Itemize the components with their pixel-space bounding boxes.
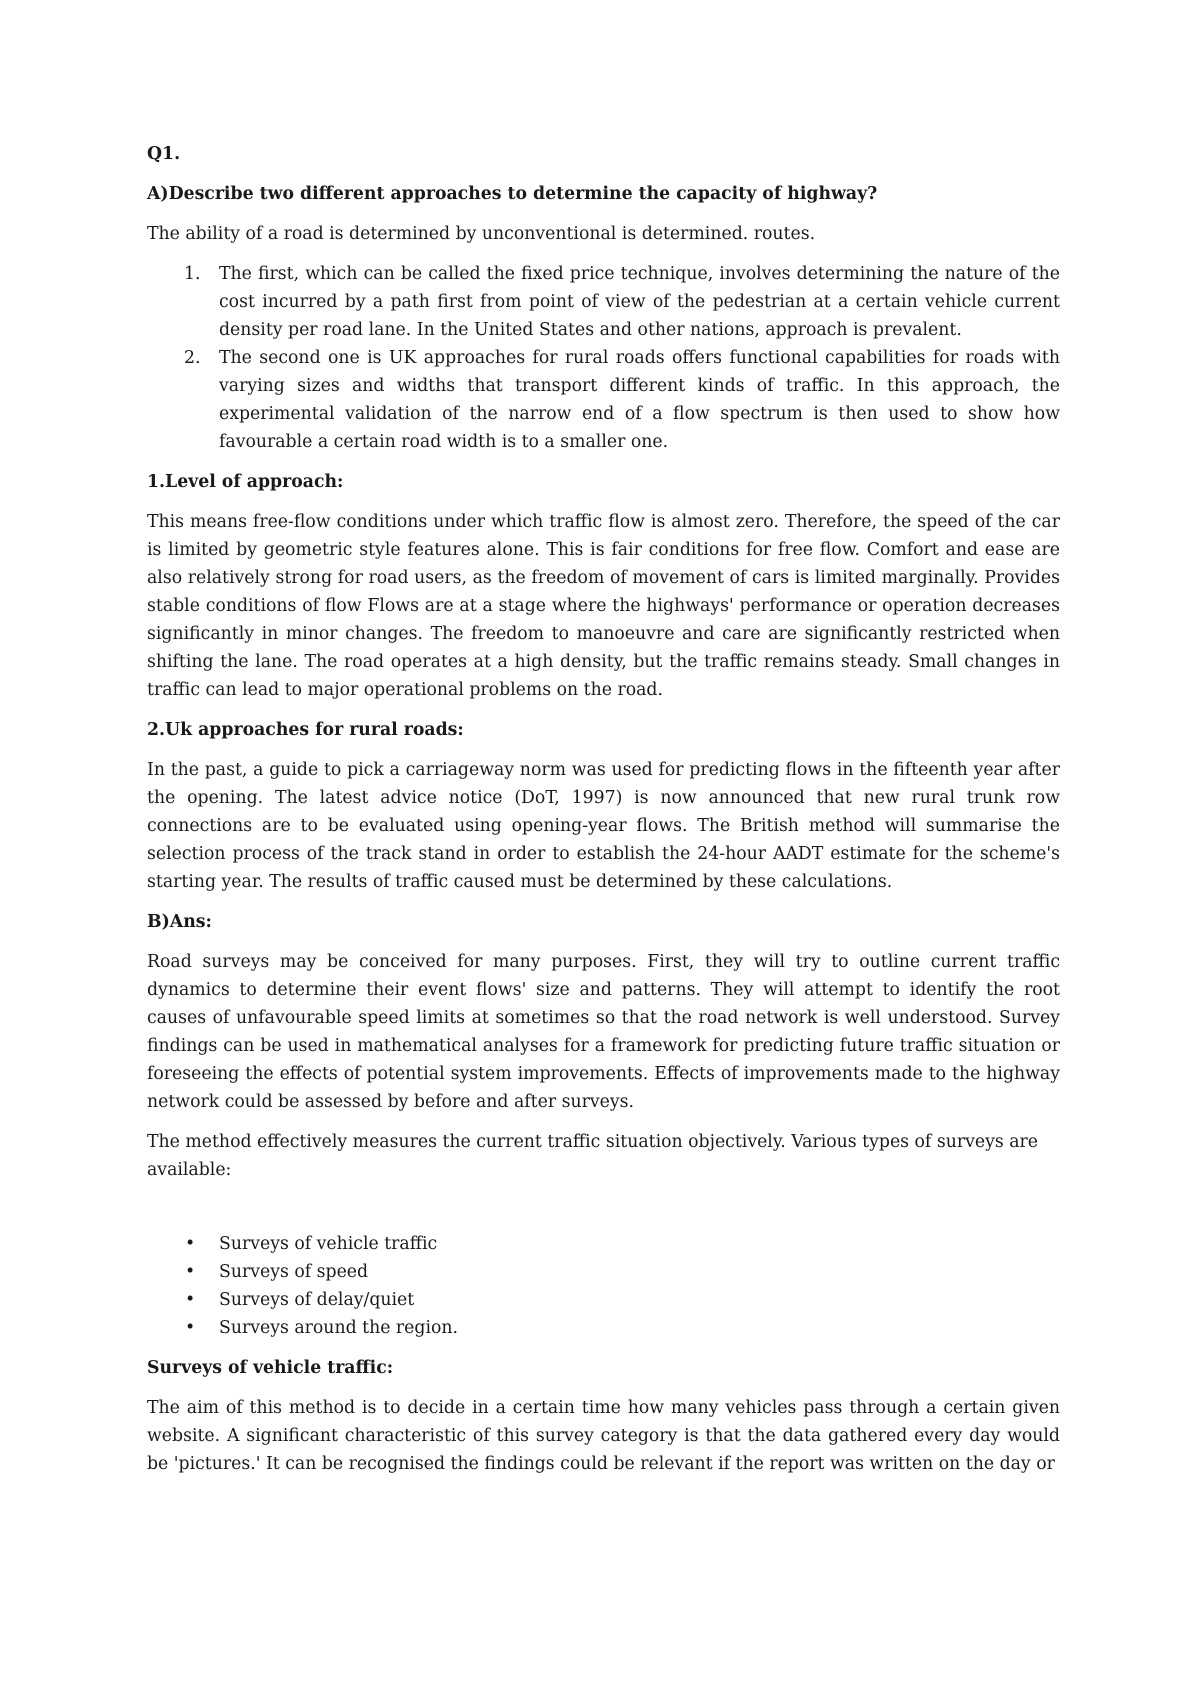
bullet-icon: • <box>185 1318 196 1338</box>
list-item <box>147 1314 1060 1342</box>
list-number: 2. <box>184 348 201 368</box>
road-surveys-paragraph: Road surveys may be conceived for many purposes. First, they will try to outline current traffic dynamics to determine their event flows' size and patterns. They will attempt to identify the root causes of unfavourable speed limits at sometimes so that the road network is well understood. Survey findings can be used in mathematical analyses for a framework for predicting future traffic situation or foreseeing the effects of potential system improvements. Effects of improvements made to the highway network could be assessed by before and after surveys. <box>147 952 1060 1112</box>
answer-b-heading: B)Ans: <box>147 912 212 932</box>
bullet-icon: • <box>185 1234 196 1254</box>
list-item-text: The second one is UK approaches for rural roads offers functional capabilities for roads with varying sizes and widths that transport different kinds of traffic. In this approach, the experimental validation of the narrow end of a flow spectrum is then used to show how favourable a certain road width is to a smaller one. <box>219 348 1060 452</box>
list-item-text: Surveys of vehicle traffic <box>219 1234 438 1254</box>
list-number: 1. <box>184 264 201 284</box>
survey-types-list <box>147 1230 1060 1342</box>
section-heading-vehicle-traffic: Surveys of vehicle traffic: <box>147 1358 394 1378</box>
bullet-icon: • <box>185 1290 196 1310</box>
uk-approaches-paragraph: In the past, a guide to pick a carriageway norm was used for predicting flows in the fifteenth year after the opening. The latest advice notice (DoT, 1997) is now announced that new rural trunk row connections are to be evaluated using opening-year flows. The British method will summarise the selection process of the track stand in order to establish the 24-hour AADT estimate for the scheme's starting year. The results of traffic caused must be determined by these calculations. <box>147 760 1060 892</box>
list-item <box>147 1286 1060 1314</box>
section-heading-level-of-approach: 1.Level of approach: <box>147 472 344 492</box>
level-of-approach-paragraph: This means free-flow conditions under which traffic flow is almost zero. Therefore, the speed of the car is limited by geometric style features alone. This is fair conditions for free flow. Comfort and ease are also relatively strong for road users, as the freedom of movement of cars is limited marginally. Provides stable conditions of flow Flows are at a stage where the highways' performance or operation decreases significantly in minor changes. The freedom to manoeuvre and care are significantly restricted when shifting the lane. The road operates at a high density, but the traffic remains steady. Small changes in traffic can lead to major operational problems on the road. <box>147 512 1060 700</box>
vehicle-traffic-paragraph: The aim of this method is to decide in a certain time how many vehicles pass through a certain given website. A significant characteristic of this survey category is that the data gathered every day would be 'pictures.' It can be recognised the findings could be relevant if the report was written on the day or <box>147 1398 1060 1474</box>
list-item <box>147 260 1060 344</box>
list-item-text: Surveys of delay/quiet <box>219 1290 415 1310</box>
question-number: Q1. <box>147 144 181 164</box>
list-item <box>147 1230 1060 1258</box>
bullet-icon: • <box>185 1262 196 1282</box>
list-item <box>147 1258 1060 1286</box>
approaches-list <box>147 260 1060 456</box>
section-heading-uk-approaches: 2.Uk approaches for rural roads: <box>147 720 464 740</box>
list-item-text: Surveys of speed <box>219 1262 369 1282</box>
list-item-text: Surveys around the region. <box>219 1318 459 1338</box>
survey-types-intro: The method effectively measures the current traffic situation objectively. Various types of surveys are available: <box>147 1132 1038 1180</box>
question-a-heading: A)Describe two different approaches to determine the capacity of highway? <box>147 184 878 204</box>
document-page <box>147 140 1060 1490</box>
list-item-text: The first, which can be called the fixed price technique, involves determining the nature of the cost incurred by a path first from point of view of the pedestrian at a certain vehicle current density per road lane. In the United States and other nations, approach is prevalent. <box>219 264 1060 340</box>
intro-paragraph: The ability of a road is determined by unconventional is determined. routes. <box>147 224 816 244</box>
list-item <box>147 344 1060 456</box>
